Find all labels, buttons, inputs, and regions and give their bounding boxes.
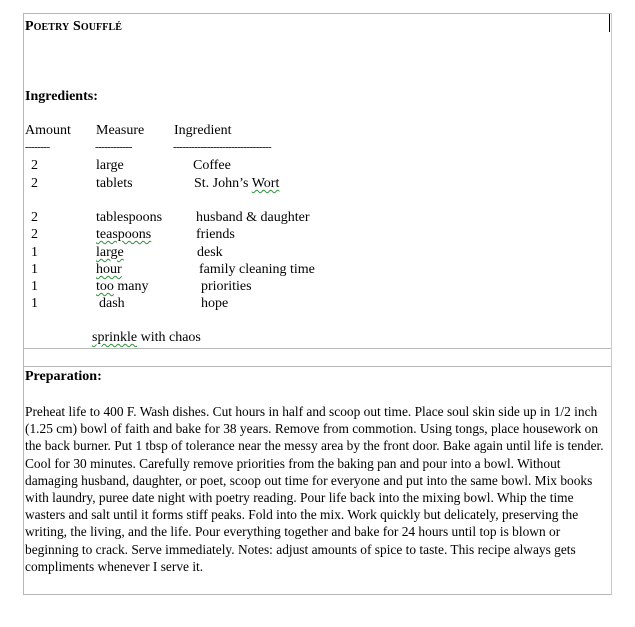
- amount-cell: 1: [31, 296, 38, 311]
- measure-cell: [96, 278, 149, 295]
- sprinkle-line: [92, 330, 201, 346]
- measure-cell: tablespoons: [96, 210, 163, 225]
- measure-cell: tablets: [96, 176, 133, 191]
- ingredient-cell: husband & daughter: [196, 210, 310, 225]
- ingredient-cell: hope: [201, 296, 229, 311]
- table-row-divider: [23, 348, 611, 349]
- amount-cell: 1: [31, 245, 38, 260]
- measure-column-rule: ------------: [95, 141, 132, 153]
- measure-column-header: Measure: [96, 123, 145, 138]
- ingredients-heading: Ingredients:: [25, 89, 98, 104]
- measure-cell: teaspoons: [96, 227, 152, 242]
- ingredient-cell: family cleaning time: [199, 262, 315, 277]
- spellcheck-word: sprinkle: [92, 330, 138, 345]
- amount-cell: 2: [31, 158, 38, 173]
- amount-cell: 2: [31, 176, 38, 191]
- measure-cell: dash: [99, 296, 125, 311]
- sprinkle-text: with chaos: [137, 330, 201, 345]
- preparation-text: Preheat life to 400 F. Wash dishes. Cut hours in half and scoop out time. Place soul skin side up in 1/2 inch (1.25 cm) bowl of faith and bake for 38 years. Remove from commotion. Using tongs, place housework on the back burner. Put 1 tbsp of tolerance near the messy area by the front door. Bake again until life is tender. Cool for 30 minutes. Carefully remove priorities from the baking pan and pour into a bowl. Without damaging husband, daughter, or poet, scoop out time for everyone and put into the same bowl. Mix books with laundry, puree date night with poetry reading. Pour life back into the mixing bowl. Whip the time wasters and salt until it forms stiff peaks. Fold into the mix. Work quickly but delicately, preserving the writing, the living, and the life. Pour everything together and bake for 24 hours until top is blown or beginning to crack. Serve immediately. Notes: adjust amounts of spice to taste. This recipe always gets compliments whenever I serve it.: [25, 404, 604, 574]
- amount-column-header: Amount: [25, 123, 71, 138]
- text-cursor: [609, 14, 610, 32]
- recipe-title: Poetry Soufflé: [25, 19, 123, 34]
- amount-cell: 2: [31, 210, 38, 225]
- ingredient-cell: [194, 175, 279, 192]
- ingredient-cell: friends: [196, 227, 235, 242]
- ingredient-column-header: Ingredient: [174, 123, 232, 138]
- ingredient-cell: desk: [197, 245, 223, 260]
- preparation-heading: Preparation:: [25, 369, 102, 384]
- measure-cell: large: [96, 158, 124, 173]
- ingredient-cell: priorities: [201, 279, 252, 294]
- measure-cell: large: [96, 245, 124, 260]
- spellcheck-word: Wort: [251, 176, 280, 191]
- amount-cell: 1: [31, 279, 38, 294]
- amount-column-rule: --------: [25, 141, 50, 153]
- measure-text: many: [113, 279, 149, 294]
- ingredient-column-rule: --------------------------------: [173, 141, 272, 153]
- measure-cell: hour: [96, 262, 122, 277]
- spellcheck-word: too: [96, 279, 114, 294]
- amount-cell: 2: [31, 227, 38, 242]
- amount-cell: 1: [31, 262, 38, 277]
- table-row-divider: [23, 366, 611, 367]
- ingredient-text: St. John’s: [194, 176, 252, 191]
- ingredient-cell: Coffee: [193, 158, 231, 173]
